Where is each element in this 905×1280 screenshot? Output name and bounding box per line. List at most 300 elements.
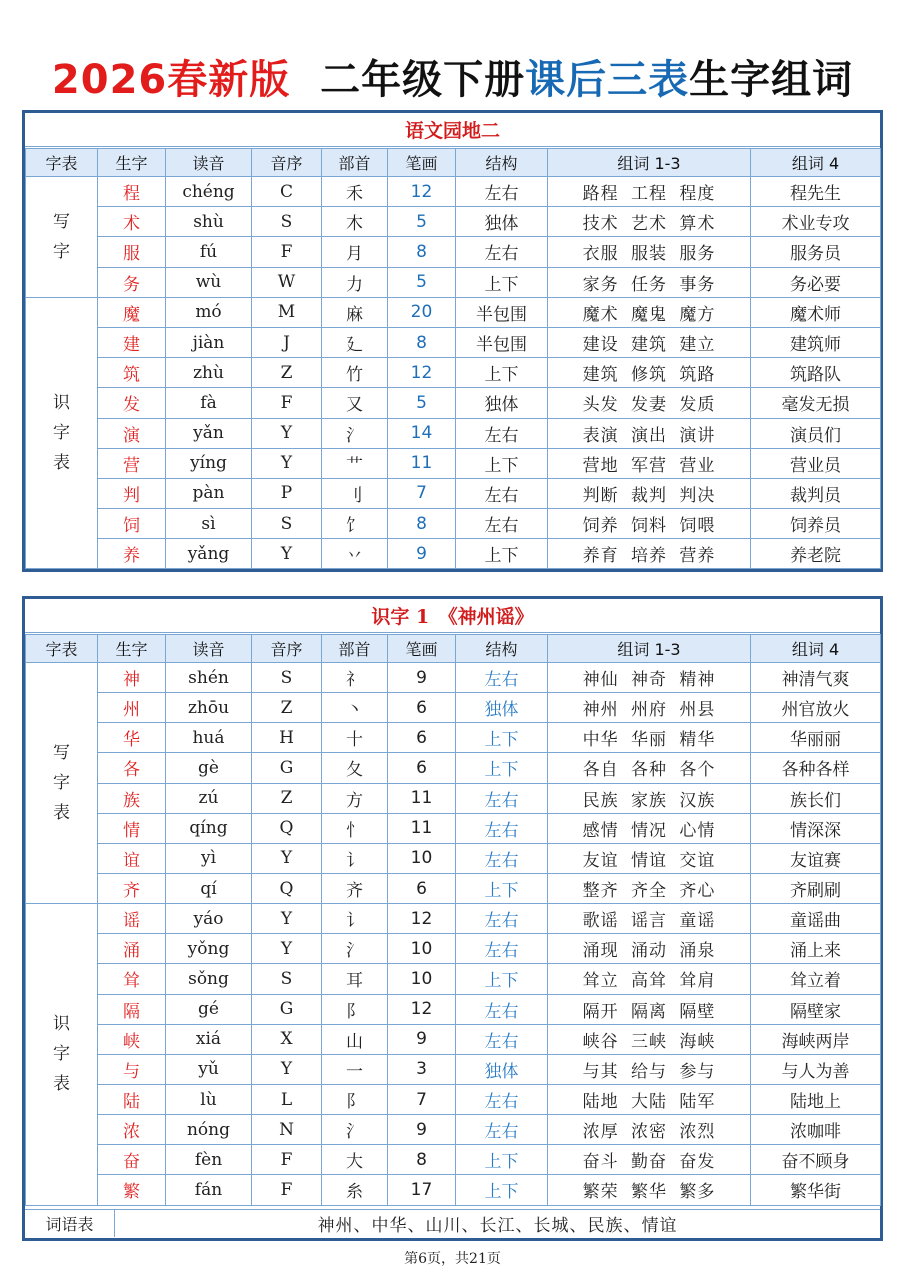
radical-cell: 廴 (322, 327, 388, 357)
column-header: 组词 1-3 (548, 635, 751, 663)
structure-cell: 上下 (456, 267, 548, 297)
pinyin-cell: fú (166, 237, 252, 267)
initial-cell: F (252, 1175, 322, 1205)
table-row (26, 934, 881, 964)
word4-cell: 服务员 (751, 237, 881, 267)
word4-cell: 涌上来 (751, 934, 881, 964)
page-title (0, 48, 905, 105)
column-header: 组词 4 (751, 635, 881, 663)
table-row (26, 813, 881, 843)
section-panel-1 (22, 110, 883, 572)
character-cell: 谣 (98, 904, 166, 934)
initial-cell: M (252, 297, 322, 327)
word4-cell: 族长们 (751, 783, 881, 813)
word4-cell: 程先生 (751, 177, 881, 207)
character-cell: 筑 (98, 358, 166, 388)
initial-cell: Y (252, 843, 322, 873)
structure-cell: 上下 (456, 964, 548, 994)
initial-cell: Y (252, 1054, 322, 1084)
radical-cell: 糸 (322, 1175, 388, 1205)
structure-cell: 左右 (456, 1084, 548, 1114)
initial-cell: W (252, 267, 322, 297)
word4-cell: 养老院 (751, 539, 881, 569)
stroke-count-cell: 14 (388, 418, 456, 448)
character-cell: 陆 (98, 1084, 166, 1114)
words-cell: 路程 工程 程度 (548, 177, 751, 207)
table-row (26, 358, 881, 388)
title-edition: 春新版 (167, 57, 291, 103)
title-tables: 课后三表 (525, 57, 690, 103)
character-cell: 神 (98, 663, 166, 693)
word4-cell: 与人为善 (751, 1054, 881, 1084)
initial-cell: Y (252, 539, 322, 569)
table-row (26, 994, 881, 1024)
word4-cell: 齐刷刷 (751, 873, 881, 903)
character-cell: 峡 (98, 1024, 166, 1054)
radical-cell: 麻 (322, 297, 388, 327)
radical-cell: 禾 (322, 177, 388, 207)
pinyin-cell: fán (166, 1175, 252, 1205)
group-label (26, 904, 98, 1205)
character-cell: 演 (98, 418, 166, 448)
table-row (26, 843, 881, 873)
initial-cell: Z (252, 693, 322, 723)
table-row (26, 723, 881, 753)
words-cell: 陆地 大陆 陆军 (548, 1084, 751, 1114)
character-cell: 发 (98, 388, 166, 418)
table-row (26, 207, 881, 237)
initial-cell: J (252, 327, 322, 357)
structure-cell: 上下 (456, 358, 548, 388)
column-header: 组词 4 (751, 149, 881, 177)
words-cell: 隔开 隔离 隔壁 (548, 994, 751, 1024)
character-cell: 饲 (98, 509, 166, 539)
vocabulary-list: 神州、中华、山川、长江、长城、民族、情谊 (317, 1216, 678, 1236)
initial-cell: Z (252, 358, 322, 388)
initial-cell: Q (252, 873, 322, 903)
stroke-count-cell: 10 (388, 964, 456, 994)
stroke-count-cell: 20 (388, 297, 456, 327)
character-cell: 建 (98, 327, 166, 357)
column-header: 字表 (26, 149, 98, 177)
structure-cell: 上下 (456, 723, 548, 753)
words-cell: 神州 州府 州县 (548, 693, 751, 723)
character-cell: 养 (98, 539, 166, 569)
stroke-count-cell: 9 (388, 663, 456, 693)
structure-cell: 上下 (456, 539, 548, 569)
radical-cell: 竹 (322, 358, 388, 388)
column-header: 笔画 (388, 635, 456, 663)
stroke-count-cell: 6 (388, 873, 456, 903)
initial-cell: F (252, 1145, 322, 1175)
radical-cell: 方 (322, 783, 388, 813)
word4-cell: 建筑师 (751, 327, 881, 357)
structure-cell: 左右 (456, 478, 548, 508)
pinyin-cell: shù (166, 207, 252, 237)
words-cell: 峡谷 三峡 海峡 (548, 1024, 751, 1054)
word4-cell: 神清气爽 (751, 663, 881, 693)
character-cell: 判 (98, 478, 166, 508)
initial-cell: Q (252, 813, 322, 843)
stroke-count-cell: 5 (388, 388, 456, 418)
stroke-count-cell: 8 (388, 327, 456, 357)
group-label-char: 字 (53, 773, 70, 794)
stroke-count-cell: 12 (388, 177, 456, 207)
structure-cell: 左右 (456, 994, 548, 1024)
radical-cell: 阝 (322, 994, 388, 1024)
character-cell: 浓 (98, 1115, 166, 1145)
group-label-char: 字 (53, 241, 70, 262)
word4-cell: 友谊赛 (751, 843, 881, 873)
character-cell: 魔 (98, 297, 166, 327)
word4-cell: 海峡两岸 (751, 1024, 881, 1054)
pinyin-cell: fèn (166, 1145, 252, 1175)
structure-cell: 上下 (456, 873, 548, 903)
initial-cell: N (252, 1115, 322, 1145)
pinyin-cell: zhù (166, 358, 252, 388)
pinyin-cell: chéng (166, 177, 252, 207)
words-cell: 营地 军营 营业 (548, 448, 751, 478)
stroke-count-cell: 11 (388, 448, 456, 478)
stroke-count-cell: 3 (388, 1054, 456, 1084)
structure-cell: 独体 (456, 207, 548, 237)
radical-cell: 氵 (322, 934, 388, 964)
words-cell: 养育 培养 营养 (548, 539, 751, 569)
table-row (26, 237, 881, 267)
pinyin-cell: gè (166, 753, 252, 783)
group-label-char: 写 (53, 211, 70, 232)
initial-cell: Y (252, 418, 322, 448)
words-cell: 建筑 修筑 筑路 (548, 358, 751, 388)
stroke-count-cell: 12 (388, 358, 456, 388)
stroke-count-cell: 7 (388, 1084, 456, 1114)
structure-cell: 左右 (456, 237, 548, 267)
pinyin-cell: yáo (166, 904, 252, 934)
character-cell: 情 (98, 813, 166, 843)
table-row (26, 509, 881, 539)
column-header: 结构 (456, 149, 548, 177)
character-cell: 族 (98, 783, 166, 813)
words-cell: 各自 各种 各个 (548, 753, 751, 783)
pinyin-cell: wù (166, 267, 252, 297)
initial-cell: Z (252, 783, 322, 813)
words-cell: 与其 给与 参与 (548, 1054, 751, 1084)
pinyin-cell: yì (166, 843, 252, 873)
word4-cell: 隔壁家 (751, 994, 881, 1024)
radical-cell: 饣 (322, 509, 388, 539)
words-cell: 技术 艺术 算术 (548, 207, 751, 237)
table-row (26, 1175, 881, 1205)
initial-cell: H (252, 723, 322, 753)
group-label (26, 297, 98, 569)
stroke-count-cell: 11 (388, 783, 456, 813)
word4-cell: 童谣曲 (751, 904, 881, 934)
character-cell: 术 (98, 207, 166, 237)
word4-cell: 筑路队 (751, 358, 881, 388)
words-cell: 家务 任务 事务 (548, 267, 751, 297)
structure-cell: 左右 (456, 934, 548, 964)
stroke-count-cell: 6 (388, 723, 456, 753)
character-table (25, 148, 881, 569)
words-cell: 浓厚 浓密 浓烈 (548, 1115, 751, 1145)
words-cell: 耸立 高耸 耸肩 (548, 964, 751, 994)
word4-cell: 州官放火 (751, 693, 881, 723)
radical-cell: 山 (322, 1024, 388, 1054)
structure-cell: 左右 (456, 663, 548, 693)
initial-cell: G (252, 994, 322, 1024)
words-cell: 中华 华丽 精华 (548, 723, 751, 753)
words-cell: 歌谣 谣言 童谣 (548, 904, 751, 934)
radical-cell: 夂 (322, 753, 388, 783)
words-cell: 友谊 情谊 交谊 (548, 843, 751, 873)
table-row (26, 1024, 881, 1054)
word4-cell: 各种各样 (751, 753, 881, 783)
initial-cell: S (252, 509, 322, 539)
initial-cell: Y (252, 934, 322, 964)
section-title: 语文园地二 (25, 113, 880, 147)
structure-cell: 左右 (456, 783, 548, 813)
structure-cell: 独体 (456, 388, 548, 418)
structure-cell: 半包围 (456, 297, 548, 327)
initial-cell: S (252, 663, 322, 693)
stroke-count-cell: 9 (388, 539, 456, 569)
structure-cell: 左右 (456, 1115, 548, 1145)
group-label-char: 表 (53, 453, 70, 474)
table-row (26, 448, 881, 478)
table-row (26, 297, 881, 327)
structure-cell: 上下 (456, 753, 548, 783)
vocabulary-label: 词语表 (25, 1210, 115, 1237)
words-cell: 感情 情况 心情 (548, 813, 751, 843)
word4-cell: 务必要 (751, 267, 881, 297)
pinyin-cell: qíng (166, 813, 252, 843)
column-header: 读音 (166, 635, 252, 663)
structure-cell: 独体 (456, 1054, 548, 1084)
initial-cell: Y (252, 904, 322, 934)
group-label-char: 写 (53, 743, 70, 764)
structure-cell: 左右 (456, 904, 548, 934)
table-row (26, 388, 881, 418)
radical-cell: 十 (322, 723, 388, 753)
pinyin-cell: gé (166, 994, 252, 1024)
pinyin-cell: yǒng (166, 934, 252, 964)
pinyin-cell: yǎn (166, 418, 252, 448)
word4-cell: 魔术师 (751, 297, 881, 327)
radical-cell: 力 (322, 267, 388, 297)
group-label-char: 字 (53, 1044, 70, 1065)
column-header: 字表 (26, 635, 98, 663)
page-number: 第6页，共21页 (404, 1251, 501, 1267)
radical-cell: 刂 (322, 478, 388, 508)
structure-cell: 左右 (456, 1024, 548, 1054)
table-row (26, 964, 881, 994)
title-grade: 二年级下册 (320, 57, 526, 103)
stroke-count-cell: 11 (388, 813, 456, 843)
table-row (26, 1054, 881, 1084)
column-header: 生字 (98, 149, 166, 177)
stroke-count-cell: 6 (388, 753, 456, 783)
table-row (26, 539, 881, 569)
column-header: 生字 (98, 635, 166, 663)
stroke-count-cell: 12 (388, 994, 456, 1024)
stroke-count-cell: 8 (388, 1145, 456, 1175)
word4-cell: 繁华街 (751, 1175, 881, 1205)
initial-cell: S (252, 964, 322, 994)
initial-cell: X (252, 1024, 322, 1054)
group-label-char: 识 (53, 1014, 70, 1035)
pinyin-cell: qí (166, 873, 252, 903)
character-cell: 谊 (98, 843, 166, 873)
section-panel-2 (22, 596, 883, 1241)
radical-cell: 氵 (322, 1115, 388, 1145)
words-cell: 整齐 齐全 齐心 (548, 873, 751, 903)
character-cell: 奋 (98, 1145, 166, 1175)
words-cell: 判断 裁判 判决 (548, 478, 751, 508)
words-cell: 饲养 饲料 饲喂 (548, 509, 751, 539)
word4-cell: 裁判员 (751, 478, 881, 508)
character-cell: 与 (98, 1054, 166, 1084)
initial-cell: F (252, 237, 322, 267)
table-row (26, 177, 881, 207)
initial-cell: C (252, 177, 322, 207)
column-header: 音序 (252, 149, 322, 177)
word4-cell: 术业专攻 (751, 207, 881, 237)
pinyin-cell: xiá (166, 1024, 252, 1054)
group-label-char: 字 (53, 423, 70, 444)
structure-cell: 左右 (456, 813, 548, 843)
column-header: 组词 1-3 (548, 149, 751, 177)
title-year: 2026 (51, 57, 168, 103)
structure-cell: 上下 (456, 1175, 548, 1205)
stroke-count-cell: 8 (388, 509, 456, 539)
table-row (26, 753, 881, 783)
character-cell: 华 (98, 723, 166, 753)
stroke-count-cell: 8 (388, 237, 456, 267)
word4-cell: 华丽丽 (751, 723, 881, 753)
word4-cell: 情深深 (751, 813, 881, 843)
group-label (26, 663, 98, 904)
initial-cell: L (252, 1084, 322, 1114)
group-label (26, 177, 98, 298)
pinyin-cell: pàn (166, 478, 252, 508)
pinyin-cell: mó (166, 297, 252, 327)
radical-cell: 月 (322, 237, 388, 267)
character-cell: 各 (98, 753, 166, 783)
vocabulary-row (25, 1209, 880, 1237)
structure-cell: 独体 (456, 693, 548, 723)
structure-cell: 上下 (456, 1145, 548, 1175)
word4-cell: 营业员 (751, 448, 881, 478)
table-row (26, 418, 881, 448)
pinyin-cell: nóng (166, 1115, 252, 1145)
radical-cell: 忄 (322, 813, 388, 843)
table-row (26, 1084, 881, 1114)
radical-cell: 木 (322, 207, 388, 237)
pinyin-cell: sǒng (166, 964, 252, 994)
stroke-count-cell: 7 (388, 478, 456, 508)
structure-cell: 半包围 (456, 327, 548, 357)
table-row (26, 1145, 881, 1175)
structure-cell: 左右 (456, 509, 548, 539)
radical-cell: 讠 (322, 843, 388, 873)
radical-cell: 丶 (322, 693, 388, 723)
column-header: 读音 (166, 149, 252, 177)
character-cell: 繁 (98, 1175, 166, 1205)
pinyin-cell: huá (166, 723, 252, 753)
pinyin-cell: yǎng (166, 539, 252, 569)
words-cell: 衣服 服装 服务 (548, 237, 751, 267)
character-cell: 齐 (98, 873, 166, 903)
pinyin-cell: zhōu (166, 693, 252, 723)
words-cell: 建设 建筑 建立 (548, 327, 751, 357)
words-cell: 涌现 涌动 涌泉 (548, 934, 751, 964)
stroke-count-cell: 5 (388, 267, 456, 297)
radical-cell: 礻 (322, 663, 388, 693)
character-cell: 州 (98, 693, 166, 723)
table-row (26, 267, 881, 297)
stroke-count-cell: 12 (388, 904, 456, 934)
group-label-char: 表 (53, 1074, 70, 1095)
stroke-count-cell: 9 (388, 1115, 456, 1145)
pinyin-cell: sì (166, 509, 252, 539)
stroke-count-cell: 17 (388, 1175, 456, 1205)
words-cell: 繁荣 繁华 繁多 (548, 1175, 751, 1205)
radical-cell: 大 (322, 1145, 388, 1175)
word4-cell: 演员们 (751, 418, 881, 448)
table-row (26, 1115, 881, 1145)
radical-cell: 讠 (322, 904, 388, 934)
table-row (26, 693, 881, 723)
column-header: 结构 (456, 635, 548, 663)
structure-cell: 左右 (456, 843, 548, 873)
column-header: 笔画 (388, 149, 456, 177)
pinyin-cell: zú (166, 783, 252, 813)
group-label-char: 识 (53, 393, 70, 414)
stroke-count-cell: 5 (388, 207, 456, 237)
words-cell: 头发 发妻 发质 (548, 388, 751, 418)
character-cell: 程 (98, 177, 166, 207)
character-cell: 务 (98, 267, 166, 297)
stroke-count-cell: 10 (388, 843, 456, 873)
pinyin-cell: lù (166, 1084, 252, 1114)
word4-cell: 耸立着 (751, 964, 881, 994)
radical-cell: 艹 (322, 448, 388, 478)
structure-cell: 左右 (456, 177, 548, 207)
table-row (26, 327, 881, 357)
stroke-count-cell: 9 (388, 1024, 456, 1054)
table-row (26, 663, 881, 693)
radical-cell: 丷 (322, 539, 388, 569)
stroke-count-cell: 6 (388, 693, 456, 723)
stroke-count-cell: 10 (388, 934, 456, 964)
character-cell: 营 (98, 448, 166, 478)
initial-cell: P (252, 478, 322, 508)
words-cell: 神仙 神奇 精神 (548, 663, 751, 693)
radical-cell: 又 (322, 388, 388, 418)
pinyin-cell: yǔ (166, 1054, 252, 1084)
table-row (26, 783, 881, 813)
structure-cell: 左右 (456, 418, 548, 448)
character-cell: 涌 (98, 934, 166, 964)
radical-cell: 一 (322, 1054, 388, 1084)
section-title: 识字 1 《神州谣》 (25, 599, 880, 633)
word4-cell: 浓咖啡 (751, 1115, 881, 1145)
words-cell: 奋斗 勤奋 奋发 (548, 1145, 751, 1175)
word4-cell: 饲养员 (751, 509, 881, 539)
word4-cell: 毫发无损 (751, 388, 881, 418)
group-label-char: 表 (53, 803, 70, 824)
pinyin-cell: yíng (166, 448, 252, 478)
